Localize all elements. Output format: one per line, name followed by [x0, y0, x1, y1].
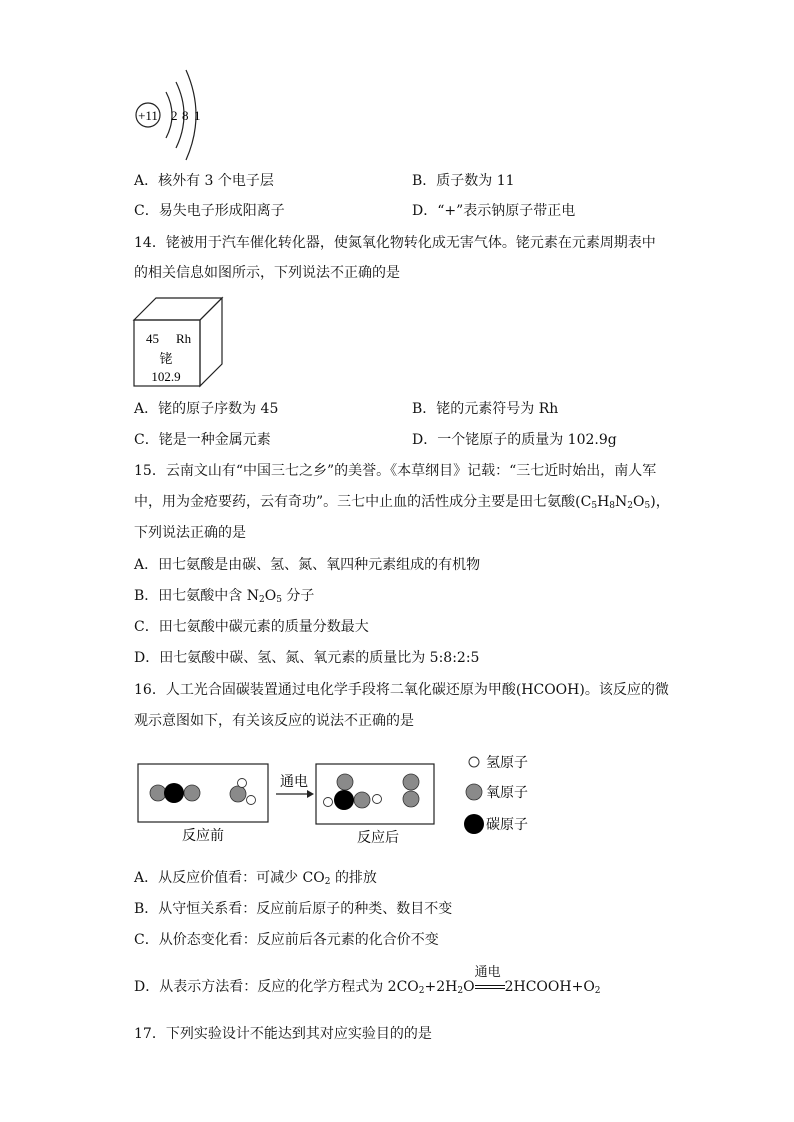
q13-option-d: D．“+”表示钠原子带正电 [412, 203, 576, 219]
q14-option-b: B．铑的元素符号为 Rh [412, 401, 559, 417]
after-label: 反应后 [357, 830, 399, 846]
q14-option-c: C．铑是一种金属元素 [134, 432, 271, 448]
shell-count-1: 2 [171, 108, 178, 123]
hydrogen-atom [324, 798, 333, 807]
q14-option-a: A．铑的原子序数为 45 [134, 401, 279, 417]
q15-stem-line-3: 下列说法正确的是 [134, 525, 246, 541]
legend-oxygen-icon [466, 784, 482, 800]
nucleus-charge: +11 [138, 108, 158, 123]
q15-option-a: A．田七氨酸是由碳、氢、氮、氧四种元素组成的有机物 [134, 557, 481, 573]
q15-option-c: C．田七氨酸中碳元素的质量分数最大 [134, 619, 369, 635]
q14-option-d: D．一个铑原子的质量为 102.9g [412, 432, 617, 448]
cell-atomic-mass: 102.9 [151, 369, 181, 384]
oxygen-atom [403, 774, 419, 790]
legend-oxygen-label: 氧原子 [486, 785, 528, 801]
q14-stem-line-1: 14．铑被用于汽车催化转化器，使氮氧化物转化成无害气体。铑元素在元素周期表中 [134, 235, 656, 251]
hydrogen-atom [247, 796, 256, 805]
reaction-micro-diagram [134, 748, 534, 852]
q17-stem-line-1: 17．下列实验设计不能达到其对应实验目的的是 [134, 1026, 432, 1042]
cell-symbol: Rh [176, 331, 192, 346]
q15-option-b: B．田七氨酸中含 $N_2O_5$ 分子 [134, 588, 315, 605]
oxygen-atom [184, 785, 200, 801]
cell-element-name: 铑 [159, 352, 173, 367]
reaction-condition: 通电 [475, 977, 505, 997]
q13-option-b: B．质子数为 11 [412, 173, 515, 189]
carbon-atom [164, 783, 184, 803]
q15-option-d: D．田七氨酸中碳、氢、氮、氧元素的质量比为 5:8:2:5 [134, 650, 480, 666]
cell-atomic-number: 45 [146, 331, 159, 346]
q16-option-d: D．从表示方法看：反应的化学方程式为 $2CO_2+2H_2O$ 通电 $2HCOOH+O_2$ [134, 965, 601, 996]
carbon-atom [334, 790, 354, 810]
q16-stem-line-1: 16．人工光合固碳装置通过电化学手段将二氧化碳还原为甲酸(HCOOH)。该反应的微 [134, 682, 669, 698]
rhodium-periodic-cell [132, 296, 228, 388]
before-label: 反应前 [182, 828, 224, 844]
oxygen-atom [403, 791, 419, 807]
q16-option-b: B．从守恒关系看：反应前后原子的种类、数目不变 [134, 901, 453, 917]
arrow-label: 通电 [280, 774, 308, 790]
hydrogen-atom [238, 779, 247, 788]
oxygen-atom [354, 792, 370, 808]
oxygen-atom [150, 785, 166, 801]
shell-count-3: 1 [194, 108, 201, 123]
legend-hydrogen-icon [469, 757, 479, 767]
legend-hydrogen-label: 氢原子 [486, 755, 528, 771]
oxygen-atom [337, 774, 353, 790]
q16-option-c: C．从价态变化看：反应前后各元素的化合价不变 [134, 932, 439, 948]
q14-stem-line-2: 的相关信息如图所示，下列说法不正确的是 [134, 265, 400, 281]
q16-stem-line-2: 观示意图如下，有关该反应的说法不正确的是 [134, 713, 414, 729]
hydrogen-atom [373, 795, 382, 804]
q13-option-a: A．核外有 3 个电子层 [134, 173, 274, 189]
q15-stem-line-2: 中，用为金疮要药，云有奇功”。三七中止血的活性成分主要是田七氨酸$(C_5H_8N_2O_5)$， [134, 494, 670, 511]
q15-stem-line-1: 15．云南文山有“中国三七之乡”的美誉。《本草纲目》记载：“三七近时始出，南人军 [134, 463, 657, 479]
sodium-atom-structure-diagram [128, 62, 218, 162]
legend-carbon-icon [464, 814, 484, 834]
oxygen-atom [230, 786, 246, 802]
q13-option-c: C．易失电子形成阳离子 [134, 203, 285, 219]
shell-count-2: 8 [182, 108, 189, 123]
q16-option-a: A．从反应价值看：可减少 $CO_2$ 的排放 [134, 870, 377, 887]
legend-carbon-label: 碳原子 [486, 817, 528, 833]
